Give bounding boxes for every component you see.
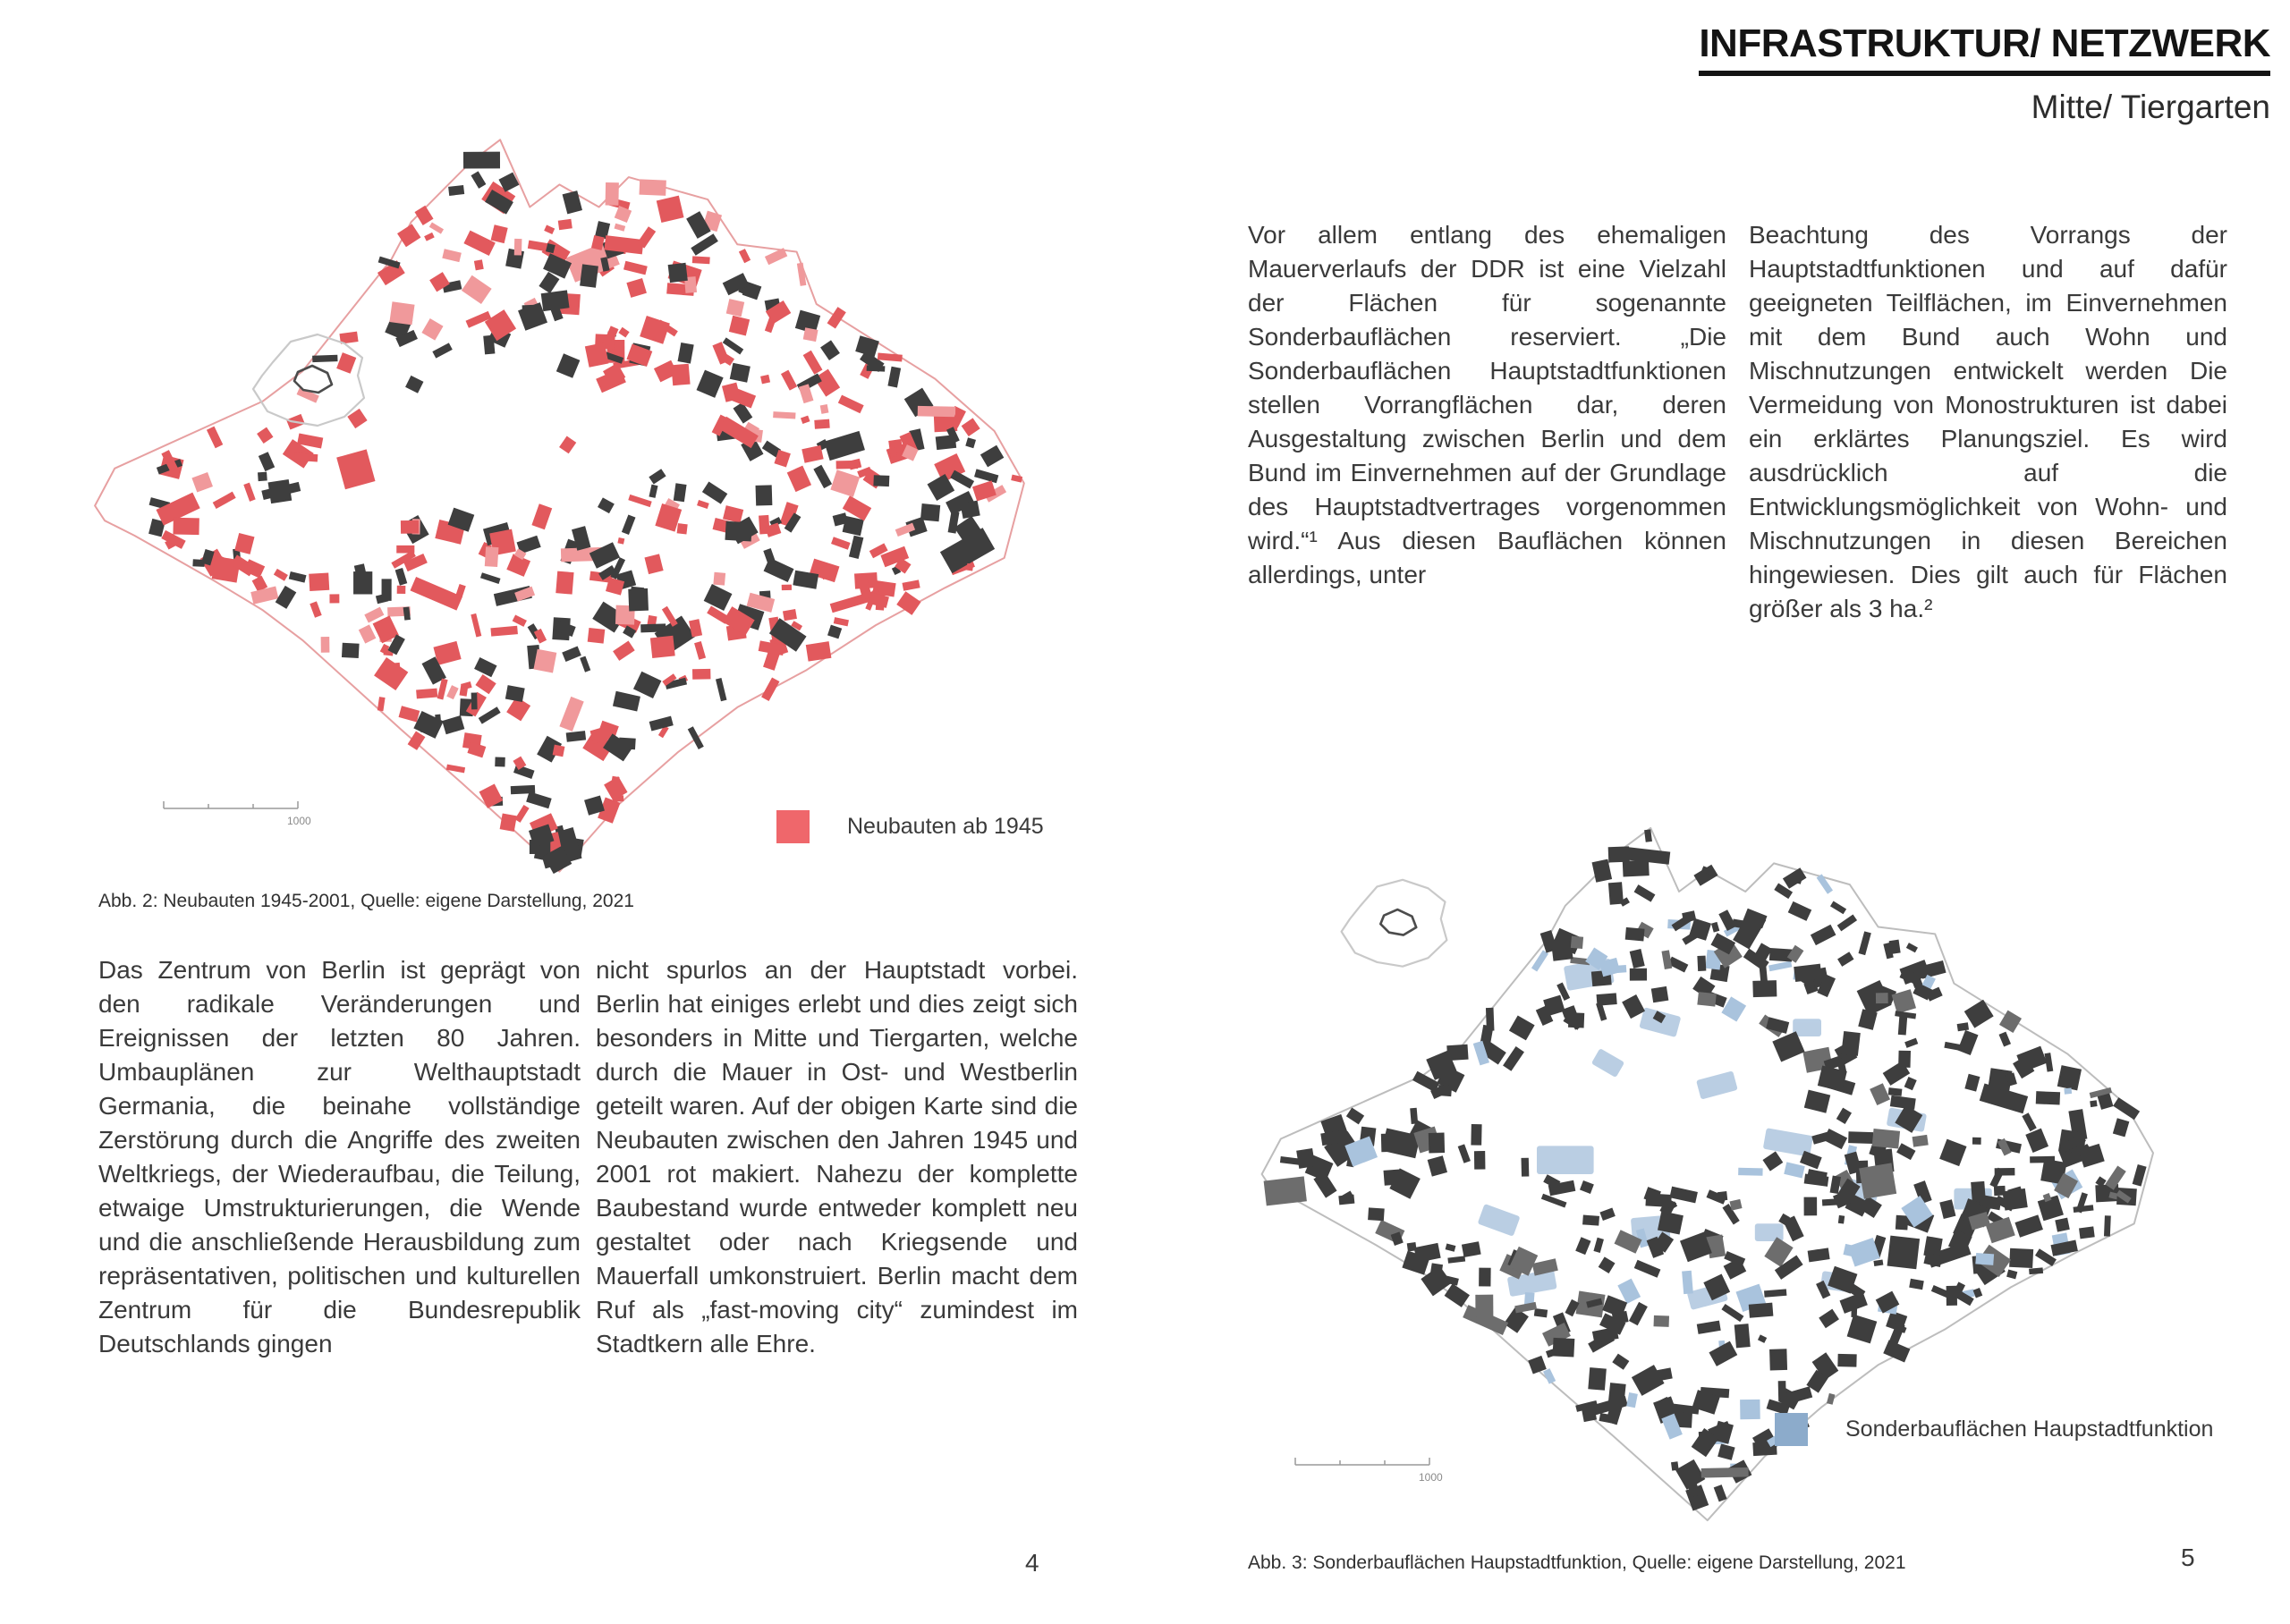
figure-caption-abb2: Abb. 2: Neubauten 1945-2001, Quelle: eigene Darstellung, 2021 bbox=[98, 891, 634, 911]
legend-label-neubauten: Neubauten ab 1945 bbox=[847, 814, 1044, 839]
body-text-left-page bbox=[98, 953, 1078, 1361]
page-header bbox=[1699, 21, 2270, 126]
legend-swatch-red bbox=[776, 810, 810, 843]
legend-sonderbauflaechen bbox=[1775, 1413, 2213, 1446]
page-title: INFRASTRUKTUR/ NETZWERK bbox=[1699, 21, 2270, 76]
text-column-2: nicht spurlos an der Hauptstadt vorbei. Berlin hat einiges erlebt und dies zeigt sich besonders in Mitte und Tiergarten, welche durch die Mauer in Ost- und Westberlin geteilt waren. Auf der obigen Karte sind die Neubauten zwischen den Jahren 1945 und 2001 rot makiert. Nahezu der komplette Baubestand wurde entweder komplett neu gestaltet oder nach Kriegsende und Mauerfall umkonstruiert. Berlin macht dem Ruf als „fast-moving city“ zumindest im Stadtkern alle Ehre. bbox=[596, 956, 1078, 1358]
page-number-left: 4 bbox=[1025, 1549, 1039, 1577]
scale-label: 1000 bbox=[1419, 1471, 1443, 1484]
figure-caption-abb3: Abb. 3: Sonderbauflächen Haupstadtfunktion, Quelle: eigene Darstellung, 2021 bbox=[1248, 1552, 1906, 1573]
berlin-map-neubauten bbox=[85, 132, 1073, 879]
page-subtitle: Mitte/ Tiergarten bbox=[2031, 89, 2270, 125]
body-text-right-page bbox=[1248, 218, 2227, 626]
legend-swatch-blue bbox=[1775, 1413, 1808, 1446]
legend-neubauten bbox=[776, 810, 1044, 843]
scale-label: 1000 bbox=[287, 815, 311, 827]
text-column-4: Beachtung des Vorrangs der Hauptstadtfunktionen und auf dafür geeigneten Teilflächen, im Einvernehmen mit dem Bund auch Wohn und Mischnutzungen entwickelt werden Die Vermeidung von Monostrukturen ist dabei ein erklärtes Planungsziel. Es wird ausdrücklich auf die Entwicklungsmöglichkeit von Wohn- und Mischnutzungen in diesen Bereichen hingewiesen. Dies gilt auch für Flächen größer als 3 ha.² bbox=[1749, 221, 2227, 622]
scale-bar bbox=[1295, 1458, 1443, 1484]
text-column-1: Das Zentrum von Berlin ist geprägt von den radikale Veränderungen und Ereignissen der letzten 80 Jahren. Umbauplänen zur Welthauptstadt Germania, die beinahe vollständige Zerstörung durch die Angriffe des zweiten Weltkriegs, der Wiederaufbau, die Teilung, etwaige Umstrukturierungen, die Wende und die anschließende Herausbildung zum repräsentativen, politischen und kulturellen Zentrum für die Bundesrepublik Deutschlands gingen bbox=[98, 956, 581, 1358]
scale-bar bbox=[164, 801, 311, 827]
text-column-3: Vor allem entlang des ehemaligen Mauerverlaufs der DDR ist eine Vielzahl der Flächen für sogenannte Sonderbauflächen reserviert. „Die Sonderbauflächen Hauptstadtfunktionen stellen Vorrangflächen dar, deren Ausgestaltung zwischen Berlin und dem Bund im Einvernehmen auf der Grundlage des Hauptstadtvertrages vorgenommen wird.“¹ Aus diesen Bauflächen können allerdings, unter bbox=[1248, 221, 1726, 588]
berlin-locator bbox=[1342, 880, 1447, 967]
figure-neubauten-map bbox=[85, 132, 1073, 879]
page-number-right: 5 bbox=[2181, 1544, 2195, 1571]
legend-label-sonderbauflaechen: Sonderbauflächen Haupstadtfunktion bbox=[1845, 1417, 2214, 1442]
